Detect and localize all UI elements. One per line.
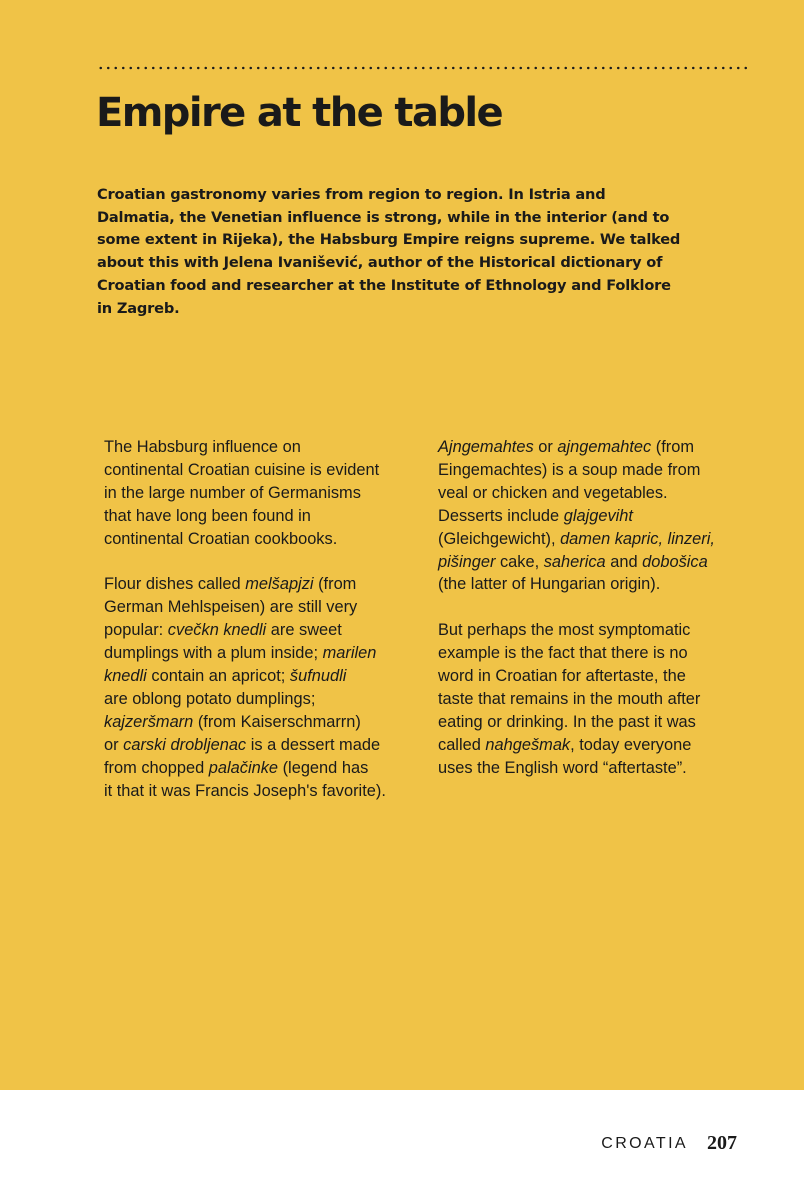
dish-term: melšapjzi bbox=[245, 575, 314, 594]
paragraph-soups-desserts bbox=[438, 436, 738, 596]
text-line bbox=[438, 551, 738, 574]
dish-term: marilen bbox=[322, 644, 377, 663]
text-line bbox=[104, 711, 404, 734]
text: , today everyone bbox=[570, 735, 692, 754]
text: cake, bbox=[495, 552, 544, 571]
text-line bbox=[438, 436, 738, 459]
text-line bbox=[104, 573, 404, 596]
text-line: are oblong potato dumplings; bbox=[104, 689, 316, 708]
dish-term: knedli bbox=[104, 667, 147, 686]
article-lead bbox=[97, 184, 697, 320]
text: Desserts include bbox=[438, 506, 564, 525]
lead-line: Croatian gastronomy varies from region to region. In Istria and bbox=[97, 186, 606, 203]
text-line: (the latter of Hungarian origin). bbox=[438, 575, 661, 594]
text-line: continental Croatian cuisine is evident bbox=[104, 460, 380, 479]
dish-term: Ajngemahtes bbox=[438, 438, 534, 456]
text-line: continental Croatian cookbooks. bbox=[104, 529, 338, 548]
dish-term: kajzeršmarn bbox=[104, 712, 194, 731]
lead-line: Croatian food and researcher at the Institute of Ethnology and Folklore bbox=[97, 276, 671, 294]
text: dumplings with a plum inside; bbox=[104, 644, 323, 663]
lead-line: Dalmatia, the Venetian influence is strong, while in the interior (and to bbox=[97, 208, 670, 226]
text: (from bbox=[313, 575, 357, 594]
page-number: 207 bbox=[707, 1132, 737, 1154]
section-label: CROATIA bbox=[601, 1135, 688, 1152]
text-line: example is the fact that there is no bbox=[438, 644, 688, 663]
text: contain an apricot; bbox=[146, 667, 290, 686]
dish-term: ajngemahtec bbox=[557, 438, 652, 456]
dish-term: šufnudli bbox=[289, 667, 347, 686]
dish-term: dobošica bbox=[642, 552, 708, 571]
text: are sweet bbox=[266, 621, 342, 640]
text-line bbox=[438, 734, 738, 757]
lead-line: some extent in Rijeka), the Habsburg Empire reigns supreme. We talked bbox=[97, 231, 681, 249]
paragraph-flour-dishes bbox=[104, 573, 404, 802]
text: or bbox=[533, 438, 558, 456]
text-line: Eingemachtes) is a soup made from bbox=[438, 460, 701, 479]
text-line bbox=[104, 665, 404, 688]
text: or bbox=[104, 735, 124, 754]
paragraph-habsburg-influence bbox=[104, 436, 404, 551]
text: (legend has bbox=[278, 758, 369, 777]
dish-term: palačinke bbox=[208, 758, 279, 777]
text-line bbox=[104, 734, 404, 757]
dish-term: damen kapric, linzeri, bbox=[560, 529, 715, 548]
text-line: veal or chicken and vegetables. bbox=[438, 483, 668, 502]
text: (from Kaiserschmarrn) bbox=[193, 712, 361, 731]
text-line: that have long been found in bbox=[104, 506, 311, 525]
text: (Gleichgewicht), bbox=[438, 529, 561, 548]
text: (from bbox=[651, 438, 695, 456]
dish-term: cvečkn knedli bbox=[167, 621, 267, 640]
text: and bbox=[605, 552, 643, 571]
text-line: word in Croatian for aftertaste, the bbox=[438, 667, 686, 686]
paragraph-aftertaste bbox=[438, 619, 738, 779]
text-line: it that it was Francis Joseph's favorite). bbox=[104, 781, 386, 800]
text-line bbox=[438, 528, 738, 551]
text-line: The Habsburg influence on bbox=[104, 438, 301, 456]
dish-term: saherica bbox=[543, 552, 606, 571]
dish-term: glajgeviht bbox=[563, 506, 633, 525]
text-line bbox=[438, 505, 738, 528]
text-line: eating or drinking. In the past it was bbox=[438, 712, 696, 731]
text: called bbox=[438, 735, 486, 754]
text-line: uses the English word “aftertaste”. bbox=[438, 758, 687, 777]
body-column-left bbox=[104, 436, 404, 825]
dish-term: carski drobljenac bbox=[123, 735, 247, 754]
text: Flour dishes called bbox=[104, 575, 246, 594]
body-column-right bbox=[438, 436, 738, 802]
text-line: But perhaps the most symptomatic bbox=[438, 621, 691, 640]
dotted-rule bbox=[97, 66, 747, 70]
text-line: German Mehlspeisen) are still very bbox=[104, 598, 358, 617]
text: is a dessert made bbox=[246, 735, 381, 754]
dish-term: nahgešmak bbox=[485, 735, 571, 754]
article-title: Empire at the table bbox=[96, 90, 503, 136]
text: from chopped bbox=[104, 758, 209, 777]
text-line bbox=[104, 619, 404, 642]
lead-line: about this with Jelena Ivanišević, author of the Historical dictionary of bbox=[97, 254, 663, 272]
text-line bbox=[104, 757, 404, 780]
lead-line: in Zagreb. bbox=[97, 299, 180, 317]
text-line: in the large number of Germanisms bbox=[104, 483, 361, 502]
text-line: taste that remains in the mouth after bbox=[438, 689, 701, 708]
dish-term: pišinger bbox=[438, 552, 496, 571]
text: popular: bbox=[104, 621, 168, 640]
text-line bbox=[104, 642, 404, 665]
